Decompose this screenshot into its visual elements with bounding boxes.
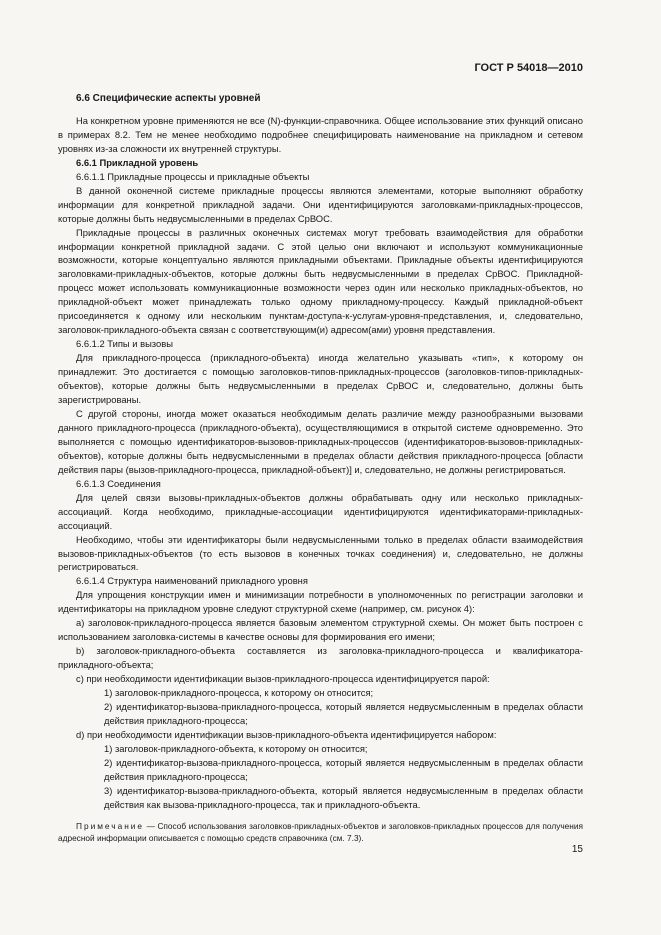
paragraph: Для упрощения конструкции имен и минимизации потребности в уполномоченных по регистрации заголовки и идентификаторы на прикладном уровне следуют структурной схеме (например, см. рисунок 4): bbox=[58, 589, 583, 615]
paragraph: Для прикладного-процесса (прикладного-объекта) иногда желательно указывать «тип», к которому он принадлежит. Это достигается с помощью заголовков-типов-прикладных-процессов (заголовков-типов-прикладных-объектов), которые должны быть недвусмысленными в пределах СрВОС и, следовательно, должны быть зарегистрированы. bbox=[58, 352, 583, 406]
note bbox=[58, 820, 583, 844]
list-item: b) заголовок-прикладного-объекта составляется из заголовка-прикладного-процесса и квалификатора-прикладного-объекта; bbox=[58, 645, 583, 671]
list-subitem: 1) заголовок-прикладного-объекта, к которому он относится; bbox=[104, 742, 368, 754]
paragraph: С другой стороны, иногда может оказаться необходимым делать различие между разнообразными вызовами данного прикладного-процесса (прикладного-объекта), осуществляющимися в открытой системе одновременно. Это выполняется с помощью идентификаторов-вызовов-прикладных-процессов (идентификаторов-вызовов-прикладных-объектов), которые должны быть недвусмысленными в пределах области действия прикладного-процесса [области действия пары (вызов-прикладного-процесса, прикладной-объект)] и, следовательно, не должны регистрироваться. bbox=[58, 407, 583, 475]
note-text: — Способ использования заголовков-прикладных-объектов и заголовков-прикладных процессов для получения адресной информации описывается с помощью средств справочника (см. 7.3). bbox=[58, 820, 583, 843]
subsection-heading: 6.6.1.2 Типы и вызовы bbox=[76, 338, 173, 350]
standard-header: ГОСТ Р 54018—2010 bbox=[474, 62, 583, 74]
paragraph: В данной оконечной системе прикладные процессы являются элементами, которые выполняют обработку информации для конкретной прикладной задачи. Они идентифицируются заголовками-прикладных-процессов, которые должны быть недвусмысленными в пределах СрВОС. bbox=[58, 184, 583, 224]
page-number: 15 bbox=[571, 844, 583, 855]
list-item: d) при необходимости идентификации вызов-прикладного-объекта идентифицируется набором: bbox=[76, 728, 497, 740]
paragraph: Прикладные процессы в различных оконечных системах могут требовать взаимодействия для обработки информации конкретной прикладной задачи. С этой целью они включают и используют коммуникационные возможности, которые концептуально являются прикладными объектами. Прикладные объекты идентифицируются заголовками-прикладных-объектов, которые должны быть недвусмысленными в пределах СрВОС. Прикладной-процесс может использовать коммуникационные возможности через один или несколько прикладных-объектов, но прикладной-объект может принадлежать только одному прикладному-процессу. Каждый прикладной-объект присоединяется к одному или нескольким пунктам-доступа-к-услугам-уровня-представления, и, следовательно, заголовок-прикладного-объекта связан с соответствующим(и) адресом(ами) уровня представления. bbox=[58, 226, 583, 336]
paragraph: Для целей связи вызовы-прикладных-объектов должны обрабатывать одну или несколько прикладных-ассоциаций. Когда необходимо, прикладные-ассоциации идентифицируются идентификаторами-прикладных-ассоциаций. bbox=[58, 491, 583, 531]
list-subitem: 3) идентификатор-вызова-прикладного-объекта, который является недвусмысленным в пределах области действия как вызова-прикладного-процесса, так и прикладного-объекта. bbox=[104, 784, 583, 810]
list-subitem: 1) заголовок-прикладного-процесса, к которому он относится; bbox=[104, 687, 374, 699]
section-heading-6-6-1: 6.6.1 Прикладной уровень bbox=[76, 156, 199, 168]
subsection-heading: 6.6.1.4 Структура наименований прикладного уровня bbox=[76, 575, 308, 587]
paragraph: Необходимо, чтобы эти идентификаторы были недвусмысленными только в пределах области взаимодействия вызовов-прикладных-объектов (то есть вызовов в конечных точках соединения) и, следовательно, не должны регистрироваться. bbox=[58, 533, 583, 573]
paragraph: На конкретном уровне применяются не все (N)-функции-справочника. Общее использование этих функций описано в примерах 8.2. Тем не менее необходимо подробнее специфицировать наименование на прикладном и сетевом уровнях из-за сложности их внутренней структуры. bbox=[58, 114, 583, 154]
subsection-heading: 6.6.1.3 Соединения bbox=[76, 477, 161, 489]
subsection-heading: 6.6.1.1 Прикладные процессы и прикладные объекты bbox=[76, 170, 310, 182]
list-item: а) заголовок-прикладного-процесса является базовым элементом структурной схемы. Он может быть построен с использованием заголовка-системы в качестве основы для формирования его имени; bbox=[58, 617, 583, 643]
list-item: с) при необходимости идентификации вызов-прикладного-процесса идентифицируется парой: bbox=[76, 673, 490, 685]
page-body bbox=[58, 92, 583, 844]
note-label: Примечание bbox=[76, 820, 145, 831]
list-subitem: 2) идентификатор-вызова-прикладного-процесса, который является недвусмысленным в пределах области действия прикладного-процесса; bbox=[104, 756, 583, 782]
list-subitem: 2) идентификатор-вызова-прикладного-процесса, который является недвусмысленным в пределах области действия прикладного-процесса; bbox=[104, 700, 583, 726]
section-heading-6-6: 6.6 Специфические аспекты уровней bbox=[76, 93, 261, 104]
